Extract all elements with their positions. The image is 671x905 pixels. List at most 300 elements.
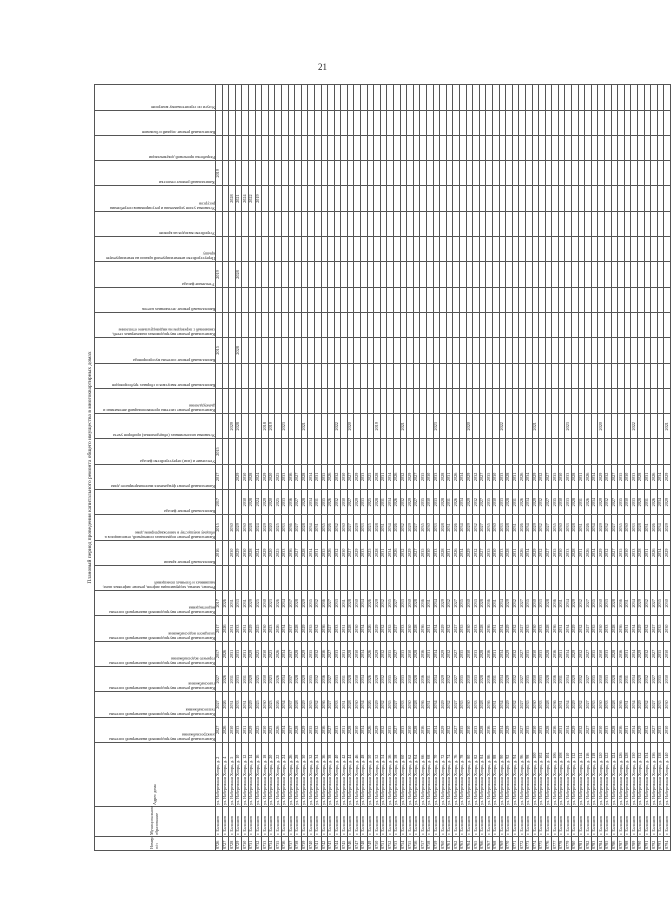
year-cell (532, 237, 539, 262)
year-cell (657, 439, 664, 464)
year-cell: 2034 (459, 464, 466, 489)
year-cell (558, 388, 565, 413)
year-cell (591, 237, 598, 262)
address-cell: ул. Набережная Хопра, д. 18 (262, 742, 269, 806)
address-cell: ул. Набережная Хопра, д. 88 (492, 742, 499, 806)
year-cell (235, 312, 242, 337)
year-cell: 2033 (334, 717, 341, 742)
year-cell (400, 186, 407, 211)
year-cell (453, 388, 460, 413)
year-cell (644, 135, 651, 160)
year-cell (598, 161, 605, 186)
year-cell (532, 338, 539, 363)
year-cell (275, 262, 282, 287)
year-cell: 2033 (281, 490, 288, 515)
row-number-cell: 8748 (361, 837, 368, 851)
year-cell: 2028 (506, 490, 513, 515)
year-cell (644, 312, 651, 337)
municipality-cell: г. Балашов (222, 807, 229, 837)
year-cell (611, 186, 618, 211)
year-cell: 2028 (295, 616, 302, 641)
year-cell: 2032 (380, 616, 387, 641)
year-cell: 2033 (539, 717, 546, 742)
table-row (492, 85, 499, 851)
year-cell (347, 565, 354, 590)
year-cell: 2033 (499, 490, 506, 515)
year-cell: 2030 (262, 717, 269, 742)
year-cell: 2030 (466, 616, 473, 641)
year-cell (440, 287, 447, 312)
year-cell (572, 110, 579, 135)
row-number-cell: 8768 (492, 837, 499, 851)
year-cell: 2031 (446, 464, 453, 489)
year-cell (433, 565, 440, 590)
year-cell (446, 237, 453, 262)
address-cell: ул. Набережная Хопра, д. 116 (585, 742, 592, 806)
year-cell: 2028 (347, 641, 354, 666)
year-cell (216, 363, 223, 388)
year-cell: 2029 (229, 414, 236, 439)
year-cell (295, 85, 302, 111)
year-cell (572, 414, 579, 439)
year-cell (281, 135, 288, 160)
year-cell (361, 110, 368, 135)
year-cell (651, 363, 658, 388)
year-cell (354, 363, 361, 388)
municipality-cell: г. Балашов (248, 807, 255, 837)
year-cell: 2035 (321, 540, 328, 565)
municipality-cell: г. Балашов (407, 807, 414, 837)
table-row (433, 85, 440, 851)
year-cell (400, 85, 407, 111)
year-cell: 2027 (394, 717, 401, 742)
year-cell (440, 565, 447, 590)
municipality-cell: г. Балашов (473, 807, 480, 837)
table-row (387, 85, 394, 851)
address-cell: ул. Набережная Хопра, д. 52 (374, 742, 381, 806)
year-cell (572, 388, 579, 413)
header-work-3: Капитальный ремонт внутридомовой инженерной системы газоснабжения (95, 667, 216, 692)
year-cell (361, 287, 368, 312)
year-cell: 2035 (387, 667, 394, 692)
year-cell (321, 363, 328, 388)
table-row (380, 85, 387, 851)
year-cell: 2032 (512, 692, 519, 717)
year-cell: 2031 (492, 692, 499, 717)
table-row (486, 85, 493, 851)
year-cell (387, 388, 394, 413)
year-cell: 2036 (321, 641, 328, 666)
year-cell (440, 363, 447, 388)
year-cell (479, 262, 486, 287)
year-cell: 2027 (453, 717, 460, 742)
year-cell (605, 338, 612, 363)
year-cell: 2034 (565, 717, 572, 742)
year-cell (499, 135, 506, 160)
year-cell (387, 439, 394, 464)
year-cell: 2028 (611, 692, 618, 717)
year-cell (532, 161, 539, 186)
year-cell (539, 135, 546, 160)
year-cell (552, 211, 559, 236)
year-cell (499, 363, 506, 388)
year-cell (334, 363, 341, 388)
year-cell: 2029 (235, 464, 242, 489)
year-cell: 2036 (552, 692, 559, 717)
year-cell (433, 388, 440, 413)
year-cell (506, 565, 513, 590)
year-cell (565, 186, 572, 211)
year-cell (565, 211, 572, 236)
year-cell: 2032 (473, 464, 480, 489)
year-cell (519, 312, 526, 337)
year-cell (242, 85, 249, 111)
year-cell: 2025 (275, 464, 282, 489)
year-cell (578, 135, 585, 160)
year-cell: 2032 (644, 591, 651, 616)
year-cell (591, 414, 598, 439)
year-cell: 2031 (341, 591, 348, 616)
year-cell (374, 262, 381, 287)
year-cell: 2028 (229, 186, 236, 211)
year-cell (651, 211, 658, 236)
table-row (420, 85, 427, 851)
row-number-cell: 8791 (644, 837, 651, 851)
header-work-18: Капитальный ремонт лестничных клеток (95, 287, 216, 312)
year-cell: 2025 (367, 464, 374, 489)
year-cell (572, 363, 579, 388)
year-cell: 2034 (459, 540, 466, 565)
year-cell (216, 135, 223, 160)
year-cell (407, 439, 414, 464)
year-cell: 2036 (552, 641, 559, 666)
year-cell (374, 565, 381, 590)
year-cell: 2028 (506, 515, 513, 540)
year-cell (459, 388, 466, 413)
year-cell (611, 565, 618, 590)
year-cell (420, 186, 427, 211)
year-cell (459, 135, 466, 160)
year-cell: 2027 (394, 616, 401, 641)
year-cell: 2035 (552, 515, 559, 540)
year-cell: 2026 (222, 692, 229, 717)
year-cell: 2027 (347, 515, 354, 540)
year-cell: 2036 (618, 692, 625, 717)
year-cell (380, 414, 387, 439)
year-cell (216, 237, 223, 262)
address-cell: ул. Набережная Хопра, д. 132 (638, 742, 645, 806)
address-cell: ул. Набережная Хопра, д. 96 (519, 742, 526, 806)
year-cell (585, 312, 592, 337)
municipality-cell: г. Балашов (374, 807, 381, 837)
year-cell (651, 565, 658, 590)
municipality-cell: г. Балашов (361, 807, 368, 837)
table-row (281, 85, 288, 851)
year-cell (341, 110, 348, 135)
year-cell (400, 388, 407, 413)
year-cell (308, 135, 315, 160)
year-cell (631, 161, 638, 186)
year-cell (631, 338, 638, 363)
year-cell (446, 363, 453, 388)
year-cell: 2035 (618, 515, 625, 540)
year-cell: 2036 (321, 692, 328, 717)
row-number-cell: 8743 (328, 837, 335, 851)
address-cell: ул. Набережная Хопра, д. 44 (347, 742, 354, 806)
year-cell (321, 186, 328, 211)
year-cell (473, 135, 480, 160)
address-cell: ул. Набережная Хопра, д. 54 (380, 742, 387, 806)
year-cell: 2034 (361, 591, 368, 616)
year-cell: 2029 (440, 717, 447, 742)
year-cell: 2027 (328, 692, 335, 717)
year-cell: 2027 (611, 515, 618, 540)
table-row (314, 85, 321, 851)
year-cell (295, 388, 302, 413)
page-number: 21 (318, 62, 327, 72)
year-cell: 2029 (506, 616, 513, 641)
year-cell: 2028 (235, 414, 242, 439)
year-cell: 2034 (361, 717, 368, 742)
year-cell: 2026 (394, 464, 401, 489)
year-cell (578, 439, 585, 464)
year-cell: 2028 (413, 692, 420, 717)
year-cell: 2035 (459, 616, 466, 641)
year-cell: 2029 (407, 464, 414, 489)
row-number-cell: 8744 (334, 837, 341, 851)
year-cell: 2031 (492, 667, 499, 692)
year-cell: 2023 (268, 667, 275, 692)
year-cell: 2033 (631, 515, 638, 540)
year-cell (572, 186, 579, 211)
table-row (308, 85, 315, 851)
year-cell: 2032 (578, 591, 585, 616)
year-cell: 2034 (361, 616, 368, 641)
year-cell (281, 287, 288, 312)
table-row (459, 85, 466, 851)
year-cell: 2034 (387, 540, 394, 565)
year-cell: 2033 (433, 515, 440, 540)
year-cell (519, 565, 526, 590)
year-cell (466, 161, 473, 186)
year-cell (479, 237, 486, 262)
year-cell: 2030 (558, 515, 565, 540)
year-cell (361, 135, 368, 160)
year-cell: 2029 (354, 464, 361, 489)
year-cell (558, 363, 565, 388)
year-cell (288, 363, 295, 388)
year-cell: 2036 (420, 641, 427, 666)
year-cell (262, 439, 269, 464)
year-cell (328, 161, 335, 186)
year-cell (222, 338, 229, 363)
year-cell (407, 414, 414, 439)
municipality-cell: г. Балашов (242, 807, 249, 837)
year-cell: 2030 (664, 616, 671, 641)
year-cell (657, 135, 664, 160)
year-cell: 2028 (545, 616, 552, 641)
year-cell: 2032 (314, 667, 321, 692)
year-cell (545, 110, 552, 135)
table-row (400, 85, 407, 851)
year-cell (262, 186, 269, 211)
year-cell: 2031 (341, 692, 348, 717)
year-cell (479, 363, 486, 388)
year-cell (591, 338, 598, 363)
year-cell (657, 262, 664, 287)
municipality-cell: г. Балашов (591, 807, 598, 837)
year-cell: 2028 (235, 262, 242, 287)
year-cell: 2031 (242, 616, 249, 641)
year-cell (374, 211, 381, 236)
year-cell (473, 287, 480, 312)
year-cell: 2036 (486, 591, 493, 616)
year-cell (334, 338, 341, 363)
year-cell: 2035 (387, 717, 394, 742)
year-cell (525, 363, 532, 388)
year-cell: 2034 (631, 692, 638, 717)
year-cell (506, 186, 513, 211)
year-cell: 2035 (308, 667, 315, 692)
year-cell (459, 110, 466, 135)
year-cell (552, 237, 559, 262)
year-cell (235, 135, 242, 160)
year-cell (473, 161, 480, 186)
year-cell: 2030 (407, 717, 414, 742)
municipality-cell: г. Балашов (585, 807, 592, 837)
year-cell: 2027 (545, 515, 552, 540)
municipality-cell: г. Балашов (598, 807, 605, 837)
year-cell: 2030 (262, 591, 269, 616)
year-cell (374, 110, 381, 135)
year-cell (235, 363, 242, 388)
year-cell (354, 262, 361, 287)
year-cell (459, 363, 466, 388)
year-cell (268, 312, 275, 337)
row-number-cell: 8759 (433, 837, 440, 851)
table-row (519, 85, 526, 851)
year-cell (552, 439, 559, 464)
year-cell (506, 363, 513, 388)
municipality-cell: г. Балашов (341, 807, 348, 837)
year-cell (591, 312, 598, 337)
year-cell (308, 85, 315, 111)
address-cell: ул. Набережная Хопра, д. 12 (242, 742, 249, 806)
year-cell (407, 237, 414, 262)
year-cell (420, 287, 427, 312)
header-work-24: Разработка проектной документации (95, 135, 216, 160)
year-cell: 2026 (585, 464, 592, 489)
year-cell: 2030 (598, 641, 605, 666)
year-cell (334, 439, 341, 464)
year-cell (413, 565, 420, 590)
row-number-cell: 8765 (473, 837, 480, 851)
year-cell: 2029 (262, 490, 269, 515)
year-cell (301, 363, 308, 388)
year-cell (486, 312, 493, 337)
year-cell (413, 439, 420, 464)
year-cell: 2034 (657, 540, 664, 565)
table-row (638, 85, 645, 851)
year-cell: 2034 (591, 540, 598, 565)
year-cell (605, 388, 612, 413)
year-cell (361, 338, 368, 363)
year-cell (420, 414, 427, 439)
year-cell: 2033 (235, 591, 242, 616)
year-cell (334, 161, 341, 186)
year-cell (281, 262, 288, 287)
address-cell: ул. Набережная Хопра, д. 16 (255, 742, 262, 806)
row-number-cell: 8760 (440, 837, 447, 851)
year-cell (611, 388, 618, 413)
year-cell (565, 110, 572, 135)
year-cell: 2032 (380, 591, 387, 616)
year-cell (539, 287, 546, 312)
row-number-cell: 8785 (605, 837, 612, 851)
year-cell (519, 161, 526, 186)
year-cell (565, 262, 572, 287)
year-cell (275, 211, 282, 236)
year-cell (361, 363, 368, 388)
table-row (545, 85, 552, 851)
year-cell (222, 135, 229, 160)
year-cell (242, 161, 249, 186)
year-cell (624, 135, 631, 160)
year-cell: 2028 (248, 540, 255, 565)
year-cell: 2017 (216, 641, 223, 666)
year-cell: 2027 (585, 692, 592, 717)
year-cell: 2030 (407, 692, 414, 717)
year-cell: 2033 (605, 692, 612, 717)
year-cell (314, 262, 321, 287)
year-cell (624, 85, 631, 111)
year-cell: 2031 (558, 667, 565, 692)
year-cell (321, 161, 328, 186)
year-cell (328, 135, 335, 160)
table-row (664, 85, 671, 851)
year-cell (532, 110, 539, 135)
municipality-cell: г. Балашов (572, 807, 579, 837)
year-cell (453, 338, 460, 363)
year-cell (539, 262, 546, 287)
year-cell (262, 363, 269, 388)
year-cell (295, 161, 302, 186)
table-row (407, 85, 414, 851)
year-cell (591, 565, 598, 590)
year-cell (288, 439, 295, 464)
year-cell (624, 262, 631, 287)
year-cell: 2035 (387, 616, 394, 641)
year-cell: 2029 (506, 641, 513, 666)
year-cell (512, 363, 519, 388)
year-cell (618, 161, 625, 186)
year-cell: 2030 (558, 464, 565, 489)
year-cell (295, 211, 302, 236)
table-row (598, 85, 605, 851)
year-cell: 2035 (308, 692, 315, 717)
year-cell (453, 287, 460, 312)
year-cell (506, 338, 513, 363)
year-cell (433, 186, 440, 211)
year-cell: 2029 (664, 490, 671, 515)
year-cell (624, 161, 631, 186)
year-cell: 2030 (492, 540, 499, 565)
year-cell (572, 312, 579, 337)
year-cell (473, 312, 480, 337)
year-cell (374, 237, 381, 262)
year-cell: 2035 (459, 667, 466, 692)
year-cell (572, 85, 579, 111)
